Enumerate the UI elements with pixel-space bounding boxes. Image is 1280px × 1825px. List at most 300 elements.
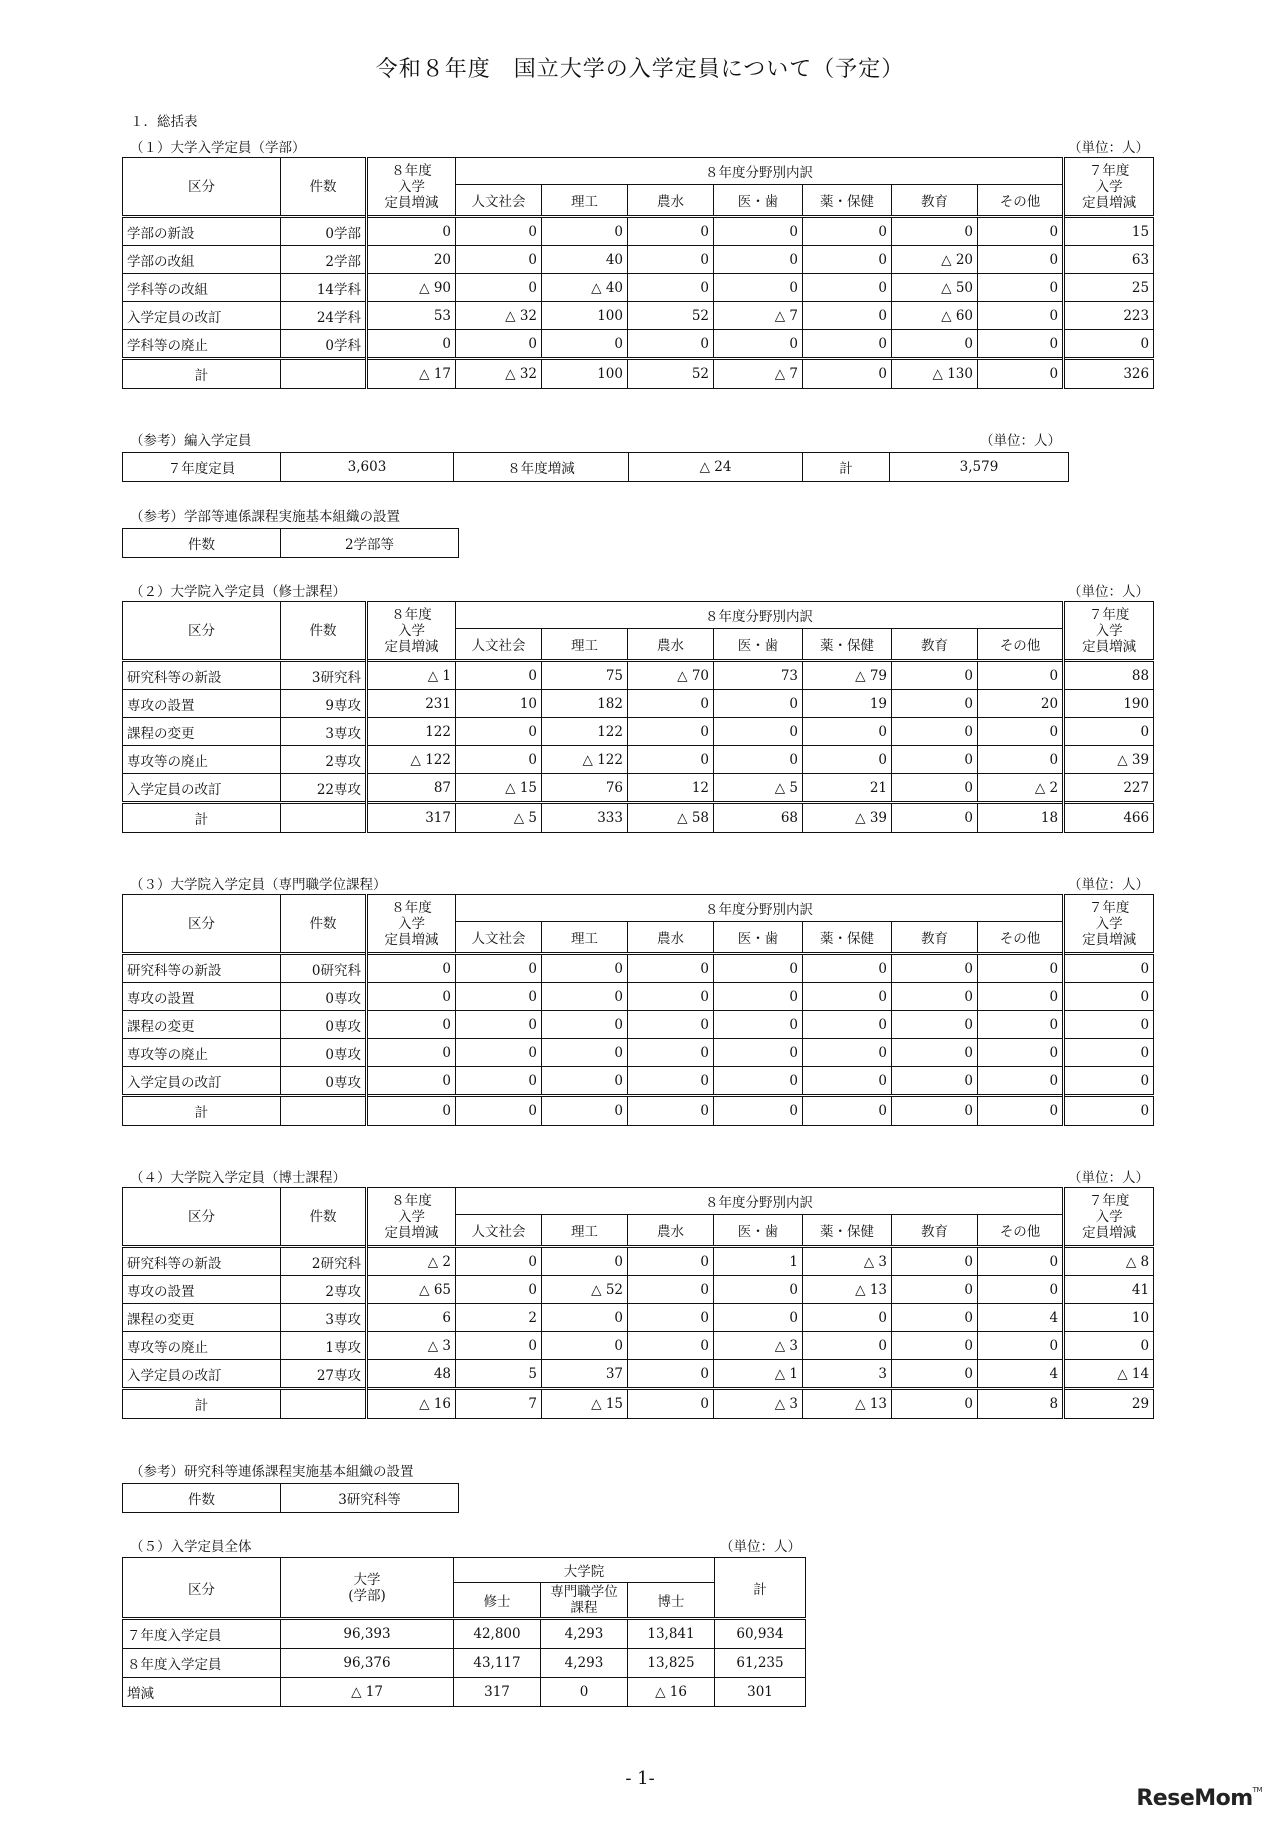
table-cell: 122 — [542, 718, 628, 746]
page-number: - 1- — [625, 1768, 655, 1789]
table-cell: 22専攻 — [281, 774, 367, 803]
table-cell: ７年度定員 — [123, 453, 281, 482]
header-field: 薬・保健 — [803, 185, 892, 217]
row-label: 専攻等の廃止 — [123, 1332, 281, 1360]
table-cell: 0 — [978, 718, 1064, 746]
header-row — [123, 1558, 806, 1583]
table-cell: 4,293 — [541, 1619, 628, 1649]
table-cell: 223 — [1064, 302, 1154, 330]
header-y7: ７年度 入学 定員増減 — [1064, 158, 1154, 217]
row-label: 専攻の設置 — [123, 983, 281, 1011]
page-title: 令和８年度 国立大学の入学定員について（予定） — [375, 57, 905, 82]
table-row — [123, 1484, 459, 1513]
table-cell: 0 — [456, 1247, 542, 1276]
table-cell: 0 — [1064, 1332, 1154, 1360]
table-cell: 0 — [892, 1276, 978, 1304]
table-cell: 3研究科 — [281, 661, 367, 690]
table-cell: △ 24 — [629, 453, 803, 482]
table-cell: △ 90 — [367, 274, 456, 302]
table-row — [123, 1678, 806, 1707]
section-heading: １．総括表 — [130, 114, 198, 130]
total-cell: 0 — [978, 1096, 1064, 1126]
table-cell: 0 — [714, 1067, 803, 1096]
table-cell: △ 1 — [714, 1360, 803, 1389]
header-field: 理工 — [542, 922, 628, 954]
table-cell: 0 — [1064, 330, 1154, 359]
header-row — [123, 1188, 1154, 1215]
table-cell: 3専攻 — [281, 718, 367, 746]
table-cell: 0 — [978, 746, 1064, 774]
table-cell: △ 17 — [281, 1678, 454, 1707]
table-cell: 0 — [803, 1011, 892, 1039]
table-cell: 0 — [714, 1304, 803, 1332]
header-field: 教育 — [892, 1215, 978, 1247]
table-cell: 43,117 — [454, 1649, 541, 1678]
table-cell: △ 2 — [978, 774, 1064, 803]
header-professional: 専門職学位 課程 — [541, 1583, 628, 1619]
table-cell: 0 — [892, 1011, 978, 1039]
table-cell: 0 — [456, 718, 542, 746]
total-cell: 8 — [978, 1389, 1064, 1419]
row-label: 専攻等の廃止 — [123, 1039, 281, 1067]
table-cell: 0 — [978, 1332, 1064, 1360]
table-cell: 2学部 — [281, 246, 367, 274]
header-doctoral: 博士 — [628, 1583, 715, 1619]
table-cell: 0 — [892, 1332, 978, 1360]
table-row — [123, 529, 459, 558]
table-cell: ８年度増減 — [454, 453, 629, 482]
header-field: 医・歯 — [714, 922, 803, 954]
table-cell: 0 — [803, 1304, 892, 1332]
table-cell: 0 — [892, 330, 978, 359]
table5-caption: （５）入学定員全体 — [130, 1539, 252, 1555]
header-field: 農水 — [628, 629, 714, 661]
header-kubun: 区分 — [123, 1188, 281, 1247]
total-cell: 7 — [456, 1389, 542, 1419]
row-label: 学部の改組 — [123, 246, 281, 274]
header-field: 農水 — [628, 922, 714, 954]
table-cell: 100 — [542, 302, 628, 330]
table-cell: 48 — [367, 1360, 456, 1389]
table4-unit: （単位：人） — [1068, 1170, 1149, 1186]
header-field: 農水 — [628, 1215, 714, 1247]
table-cell: 0専攻 — [281, 1039, 367, 1067]
total-cell: △ 17 — [367, 359, 456, 389]
total-cell: 326 — [1064, 359, 1154, 389]
row-label: 専攻の設置 — [123, 1276, 281, 1304]
header-kubun: 区分 — [123, 602, 281, 661]
header-y8: ８年度 入学 定員増減 — [367, 895, 456, 954]
table-cell: 0 — [367, 954, 456, 983]
header-field: 人文社会 — [456, 185, 542, 217]
header-field: 薬・保健 — [803, 922, 892, 954]
table-cell: 2研究科 — [281, 1247, 367, 1276]
table-cell: 0 — [628, 1332, 714, 1360]
table-cell: 0 — [367, 1067, 456, 1096]
header-field: 人文社会 — [456, 629, 542, 661]
table-cell: 0 — [367, 330, 456, 359]
table-cell: △ 15 — [456, 774, 542, 803]
table-cell: 計 — [803, 453, 890, 482]
total-row — [123, 803, 1154, 833]
table-row — [123, 302, 1154, 330]
table-cell: 0 — [714, 1276, 803, 1304]
header-y8: ８年度 入学 定員増減 — [367, 1188, 456, 1247]
table-row — [123, 1332, 1154, 1360]
table-cell: 0 — [456, 274, 542, 302]
table-cell: 0 — [714, 217, 803, 246]
table-cell: 0 — [628, 983, 714, 1011]
table-cell: 0 — [456, 746, 542, 774]
total-cell: △ 7 — [714, 359, 803, 389]
row-label: 入学定員の改訂 — [123, 1360, 281, 1389]
header-master: 修士 — [454, 1583, 541, 1619]
table-cell: 0 — [803, 330, 892, 359]
table-cell: 0 — [978, 274, 1064, 302]
table-row — [123, 1276, 1154, 1304]
table-row — [123, 1067, 1154, 1096]
ref1-caption: （参考）編入学定員 — [130, 433, 252, 449]
table-cell: 0 — [892, 1360, 978, 1389]
table-cell: 0 — [978, 954, 1064, 983]
table-cell: 301 — [715, 1678, 806, 1707]
table-cell: △ 13 — [803, 1276, 892, 1304]
header-kensu: 件数 — [281, 158, 367, 217]
table-cell: 件数 — [123, 1484, 281, 1513]
table-cell: 0 — [628, 1360, 714, 1389]
table-cell: △ 1 — [367, 661, 456, 690]
table-cell: △ 65 — [367, 1276, 456, 1304]
table-cell: 0 — [892, 1067, 978, 1096]
header-y7: ７年度 入学 定員増減 — [1064, 895, 1154, 954]
row-label: 学科等の改組 — [123, 274, 281, 302]
total-cell: △ 15 — [542, 1389, 628, 1419]
table-cell: 0 — [367, 983, 456, 1011]
header-y8: ８年度 入学 定員増減 — [367, 158, 456, 217]
row-label: ８年度入学定員 — [123, 1649, 281, 1678]
table-cell: 0 — [628, 1304, 714, 1332]
table-cell: △ 3 — [803, 1247, 892, 1276]
table-cell: 0 — [892, 1247, 978, 1276]
table-cell: 0 — [1064, 983, 1154, 1011]
table-cell: 4,293 — [541, 1649, 628, 1678]
total-cell: △ 58 — [628, 803, 714, 833]
table-cell: 0 — [542, 1067, 628, 1096]
table-cell: △ 122 — [542, 746, 628, 774]
table-cell: 0 — [714, 746, 803, 774]
header-field: 医・歯 — [714, 629, 803, 661]
total-cell: 0 — [803, 359, 892, 389]
total-cell — [281, 1096, 367, 1126]
table4-caption: （４）大学院入学定員（博士課程） — [130, 1170, 346, 1186]
header-field: 教育 — [892, 629, 978, 661]
table-undergraduate — [122, 157, 1154, 389]
table-cell: 3,579 — [890, 453, 1069, 482]
table-cell: 0 — [542, 1304, 628, 1332]
total-cell: 0 — [367, 1096, 456, 1126]
table-cell: 42,800 — [454, 1619, 541, 1649]
table-cell: 0 — [892, 1304, 978, 1332]
table-cell: 3専攻 — [281, 1304, 367, 1332]
table-cell: 14学科 — [281, 274, 367, 302]
table-cell: 96,376 — [281, 1649, 454, 1678]
table-cell: 0 — [1064, 1067, 1154, 1096]
table-cell: 2専攻 — [281, 746, 367, 774]
table-cell: 0 — [628, 274, 714, 302]
table-cell: 0 — [1064, 1011, 1154, 1039]
table-cell: 0 — [892, 954, 978, 983]
table-cell: 13,825 — [628, 1649, 715, 1678]
table-row — [123, 1649, 806, 1678]
row-label: ７年度入学定員 — [123, 1619, 281, 1649]
header-kubun: 区分 — [123, 1558, 281, 1619]
table-row — [123, 1039, 1154, 1067]
table-row — [123, 1304, 1154, 1332]
table-cell: 0 — [978, 330, 1064, 359]
total-cell: 68 — [714, 803, 803, 833]
row-label: 研究科等の新設 — [123, 661, 281, 690]
header-row — [123, 158, 1154, 185]
table-cell: 0 — [628, 1276, 714, 1304]
table3-unit: （単位：人） — [1068, 877, 1149, 893]
table-row — [123, 718, 1154, 746]
header-field: その他 — [978, 629, 1064, 661]
table-cell: △ 2 — [367, 1247, 456, 1276]
total-cell: 0 — [456, 1096, 542, 1126]
row-label: 課程の変更 — [123, 718, 281, 746]
row-label: 学科等の廃止 — [123, 330, 281, 359]
row-label: 研究科等の新設 — [123, 954, 281, 983]
table-cell: 0 — [456, 246, 542, 274]
table-cell: 0 — [367, 217, 456, 246]
table-cell: 0 — [628, 954, 714, 983]
table-cell: 96,393 — [281, 1619, 454, 1649]
table-cell: △ 7 — [714, 302, 803, 330]
row-label: 入学定員の改訂 — [123, 774, 281, 803]
table-cell: 0 — [892, 690, 978, 718]
table-cell: 0 — [456, 1067, 542, 1096]
table-cell: △ 40 — [542, 274, 628, 302]
table-cell: 0 — [714, 330, 803, 359]
total-cell: △ 32 — [456, 359, 542, 389]
table-cell: 87 — [367, 774, 456, 803]
header-breakdown: ８年度分野別内訳 — [456, 158, 1064, 185]
total-cell: 466 — [1064, 803, 1154, 833]
row-label: 課程の変更 — [123, 1011, 281, 1039]
total-cell: 0 — [803, 1096, 892, 1126]
table-cell: 19 — [803, 690, 892, 718]
total-cell: 0 — [892, 1389, 978, 1419]
table-cell: 75 — [542, 661, 628, 690]
table-cell: 1 — [714, 1247, 803, 1276]
table-cell: △ 5 — [714, 774, 803, 803]
table-row — [123, 954, 1154, 983]
table-cell: 0 — [714, 690, 803, 718]
table-cell: 0 — [367, 1011, 456, 1039]
table-cell: △ 122 — [367, 746, 456, 774]
table-cell: 0 — [628, 746, 714, 774]
table-cell: 76 — [542, 774, 628, 803]
table-row — [123, 274, 1154, 302]
total-cell: 333 — [542, 803, 628, 833]
table-cell: 0 — [978, 1039, 1064, 1067]
table-cell: 0 — [628, 330, 714, 359]
table-row — [123, 983, 1154, 1011]
table-cell: 0 — [978, 983, 1064, 1011]
header-field: 理工 — [542, 1215, 628, 1247]
table-cell: △ 52 — [542, 1276, 628, 1304]
table-cell: 0専攻 — [281, 983, 367, 1011]
table-cell: 0 — [456, 954, 542, 983]
table-cell: 0 — [456, 661, 542, 690]
total-cell: △ 5 — [456, 803, 542, 833]
total-cell: 0 — [1064, 1096, 1154, 1126]
table-cell: 0 — [892, 983, 978, 1011]
table-cell: 2学部等 — [281, 529, 459, 558]
total-row — [123, 359, 1154, 389]
table-cell: 0 — [978, 1067, 1064, 1096]
table3-caption: （３）大学院入学定員（専門職学位課程） — [130, 877, 387, 893]
total-row — [123, 1096, 1154, 1126]
header-kensu: 件数 — [281, 602, 367, 661]
table-cell: 0 — [803, 1067, 892, 1096]
header-field: 医・歯 — [714, 1215, 803, 1247]
row-label: 学部の新設 — [123, 217, 281, 246]
table-cell: 0 — [803, 983, 892, 1011]
row-label: 入学定員の改訂 — [123, 302, 281, 330]
total-cell: 0 — [892, 803, 978, 833]
table-row — [123, 774, 1154, 803]
table-cell: 3,603 — [281, 453, 454, 482]
table-cell: 4 — [978, 1360, 1064, 1389]
table-row — [123, 661, 1154, 690]
table-cell: 0 — [542, 217, 628, 246]
table-cell: 0 — [978, 246, 1064, 274]
table-master — [122, 601, 1154, 833]
table-cell: 12 — [628, 774, 714, 803]
total-cell — [281, 803, 367, 833]
table-cell: 0 — [542, 1039, 628, 1067]
table-doctoral — [122, 1187, 1154, 1419]
table-cell: 0 — [628, 1067, 714, 1096]
table-cell: 0 — [978, 1276, 1064, 1304]
total-cell: 0 — [542, 1096, 628, 1126]
table5-unit: （単位：人） — [720, 1539, 801, 1555]
table-cell: 2 — [456, 1304, 542, 1332]
header-y7: ７年度 入学 定員増減 — [1064, 1188, 1154, 1247]
total-cell: △ 3 — [714, 1389, 803, 1419]
row-label: 課程の変更 — [123, 1304, 281, 1332]
table-cell: 53 — [367, 302, 456, 330]
table-cell: 0学科 — [281, 330, 367, 359]
header-univ: 大学 (学部) — [281, 1558, 454, 1619]
header-row — [123, 602, 1154, 629]
total-cell: 52 — [628, 359, 714, 389]
table-cell: 0 — [628, 718, 714, 746]
table-cell: 15 — [1064, 217, 1154, 246]
table-cell: 0学部 — [281, 217, 367, 246]
total-label: 計 — [123, 359, 281, 389]
total-cell: △ 13 — [803, 1389, 892, 1419]
header-y7: ７年度 入学 定員増減 — [1064, 602, 1154, 661]
table-cell: 0 — [714, 274, 803, 302]
table-cell: 0 — [714, 954, 803, 983]
table-cell: 0 — [978, 661, 1064, 690]
row-label: 専攻等の廃止 — [123, 746, 281, 774]
table-cell: 3 — [803, 1360, 892, 1389]
table-cell: 0 — [542, 1011, 628, 1039]
table-cell: 0 — [1064, 718, 1154, 746]
table-cell: 27専攻 — [281, 1360, 367, 1389]
table-cell: 0研究科 — [281, 954, 367, 983]
table-cell: 24学科 — [281, 302, 367, 330]
header-field: その他 — [978, 1215, 1064, 1247]
table-cell: 0 — [628, 690, 714, 718]
header-field: 人文社会 — [456, 1215, 542, 1247]
header-field: 人文社会 — [456, 922, 542, 954]
table-cell: 0 — [803, 274, 892, 302]
table-cell: 0 — [628, 1039, 714, 1067]
table-cell: 3研究科等 — [281, 1484, 459, 1513]
table-cell: 231 — [367, 690, 456, 718]
table-cell: 0 — [978, 302, 1064, 330]
table-professional — [122, 894, 1154, 1126]
table-cell: 0 — [803, 217, 892, 246]
header-kubun: 区分 — [123, 158, 281, 217]
table-cell: 21 — [803, 774, 892, 803]
table-cell: △ 60 — [892, 302, 978, 330]
table-cell: 40 — [542, 246, 628, 274]
table-cell: 0 — [541, 1678, 628, 1707]
header-field: 教育 — [892, 185, 978, 217]
total-cell: 0 — [628, 1389, 714, 1419]
table-cell: 0専攻 — [281, 1067, 367, 1096]
row-label: 専攻の設置 — [123, 690, 281, 718]
total-cell: 317 — [367, 803, 456, 833]
table-cell: 0 — [803, 1332, 892, 1360]
table-row — [123, 453, 1069, 482]
table-cell: △ 14 — [1064, 1360, 1154, 1389]
table-cell: 10 — [1064, 1304, 1154, 1332]
table-cell: 5 — [456, 1360, 542, 1389]
table-cell: 0 — [456, 1011, 542, 1039]
table-cell: 0 — [714, 983, 803, 1011]
total-cell: 18 — [978, 803, 1064, 833]
table-cell: 0 — [542, 954, 628, 983]
header-total: 計 — [715, 1558, 806, 1619]
table-cell: 73 — [714, 661, 803, 690]
table-cell: 88 — [1064, 661, 1154, 690]
table-cell: △ 50 — [892, 274, 978, 302]
table-row — [123, 246, 1154, 274]
header-y8: ８年度 入学 定員増減 — [367, 602, 456, 661]
table-cell: 0 — [456, 1332, 542, 1360]
header-kensu: 件数 — [281, 1188, 367, 1247]
table-cell: △ 3 — [367, 1332, 456, 1360]
table-cell: 6 — [367, 1304, 456, 1332]
table-overall — [122, 1557, 806, 1707]
table-cell: 0 — [456, 983, 542, 1011]
header-row — [123, 895, 1154, 922]
table-row — [123, 1619, 806, 1649]
table-cell: 0 — [542, 983, 628, 1011]
table-cell: 0 — [803, 746, 892, 774]
table-cell: 60,934 — [715, 1619, 806, 1649]
table-cell: 0 — [803, 954, 892, 983]
table-cell: 0 — [978, 217, 1064, 246]
table-cell: 61,235 — [715, 1649, 806, 1678]
table-cell: △ 32 — [456, 302, 542, 330]
